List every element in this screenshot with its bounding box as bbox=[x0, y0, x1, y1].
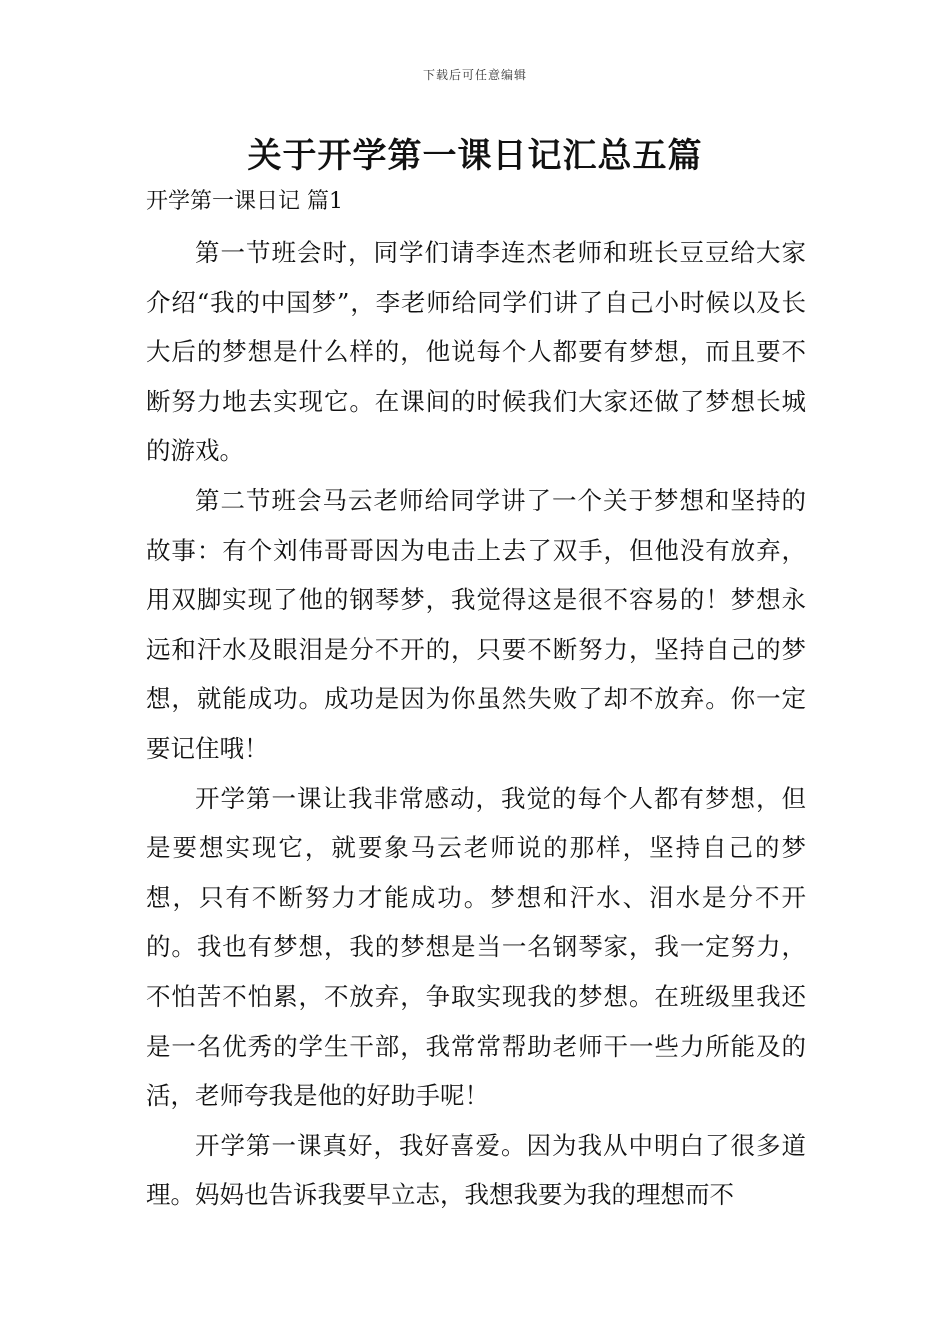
paragraph: 第二节班会马云老师给同学讲了一个关于梦想和坚持的故事：有个刘伟哥哥因为电击上去了双手，但他没有放弃，用双脚实现了他的钢琴梦，我觉得这是很不容易的！梦想永远和汗水及眼泪是分不开的，只要不断努力，坚持自己的梦想，就能成功。成功是因为你虽然失败了却不放弃。你一定要记住哦！ bbox=[146, 485, 806, 763]
paragraph: 开学第一课让我非常感动，我觉的每个人都有梦想，但是要想实现它，就要象马云老师说的那样，坚持自己的梦想，只有不断努力才能成功。梦想和汗水、泪水是分不开的。我也有梦想，我的梦想是当一名钢琴家，我一定努力，不怕苦不怕累，不放弃，争取实现我的梦想。在班级里我还是一名优秀的学生干部，我常常帮助老师干一些力所能及的活，老师夸我是他的好助手呢！ bbox=[146, 783, 806, 1111]
paragraph: 开学第一课真好，我好喜爱。因为我从中明白了很多道理。妈妈也告诉我要早立志，我想我要为我的理想而不 bbox=[146, 1130, 806, 1210]
document-title: 关于开学第一课日记汇总五篇 bbox=[247, 136, 703, 176]
paragraph: 第一节班会时，同学们请李连杰老师和班长豆豆给大家介绍“我的中国梦”，李老师给同学们讲了自己小时候以及长大后的梦想是什么样的，他说每个人都要有梦想，而且要不断努力地去实现它。在课间的时候我们大家还做了梦想长城的游戏。 bbox=[146, 238, 806, 466]
section-heading: 开学第一课日记 篇1 bbox=[146, 189, 343, 214]
document-body bbox=[146, 228, 806, 1220]
header-note: 下载后可任意编辑 bbox=[422, 68, 527, 82]
